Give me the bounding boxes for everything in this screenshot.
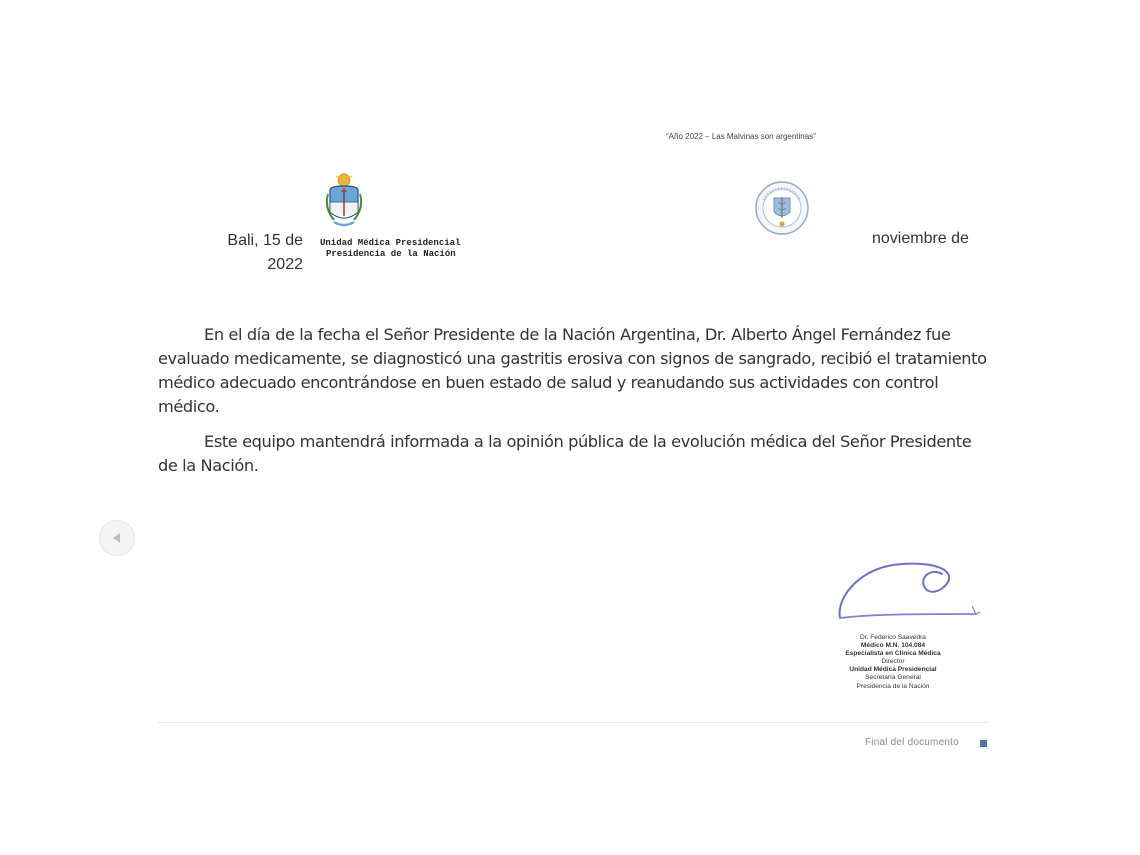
unit-letterhead-line2: Presidencia de la Nación — [326, 249, 456, 259]
document-body — [158, 323, 988, 489]
signer-specialty: Especialista en Clínica Médica — [845, 650, 941, 658]
date-right: noviembre de — [872, 230, 969, 247]
previous-page-button[interactable] — [99, 520, 135, 556]
date-left-line2: 2022 — [267, 256, 303, 273]
body-paragraph-1: En el día de la fecha el Señor Presidente de la Nación Argentina, Dr. Alberto Ángel Fernández fue evaluado medicamente, se diagnosticó una gastritis erosiva con signos de sangrado, recibió el tratamiento médico adecuado encontrándose en buen estado de salud y reanudando sus actividades con control médico. — [158, 325, 987, 416]
signer-presidency: Presidencia de la Nación — [856, 682, 930, 690]
unit-letterhead-line1: Unidad Médica Presidencial — [320, 238, 461, 248]
date-left — [217, 229, 303, 277]
signer-block — [826, 634, 960, 691]
signer-office: Secretaría General — [865, 674, 921, 682]
motto-text: “Año 2022 – Las Malvinas son argentinas” — [666, 132, 816, 141]
coat-of-arms-icon — [324, 172, 364, 230]
unit-letterhead — [320, 238, 460, 260]
body-paragraph-2: Este equipo mantendrá informada a la opinión pública de la evolución médica del Señor Presidente de la Nación. — [158, 432, 972, 475]
handwritten-signature — [832, 556, 982, 628]
signer-role: Director — [881, 658, 905, 666]
end-of-document-marker — [980, 740, 987, 747]
signer-unit: Unidad Médica Presidencial — [849, 666, 937, 674]
document-end-divider — [158, 722, 988, 723]
signer-license: Médico M.N. 104.084 — [860, 642, 926, 650]
date-left-line1: Bali, 15 de — [227, 232, 303, 249]
end-of-document-label: Final del documento — [865, 737, 959, 748]
unit-seal-icon — [754, 180, 810, 236]
chevron-left-icon — [110, 531, 124, 545]
signer-name: Dr. Federico Saavedra — [860, 634, 926, 641]
